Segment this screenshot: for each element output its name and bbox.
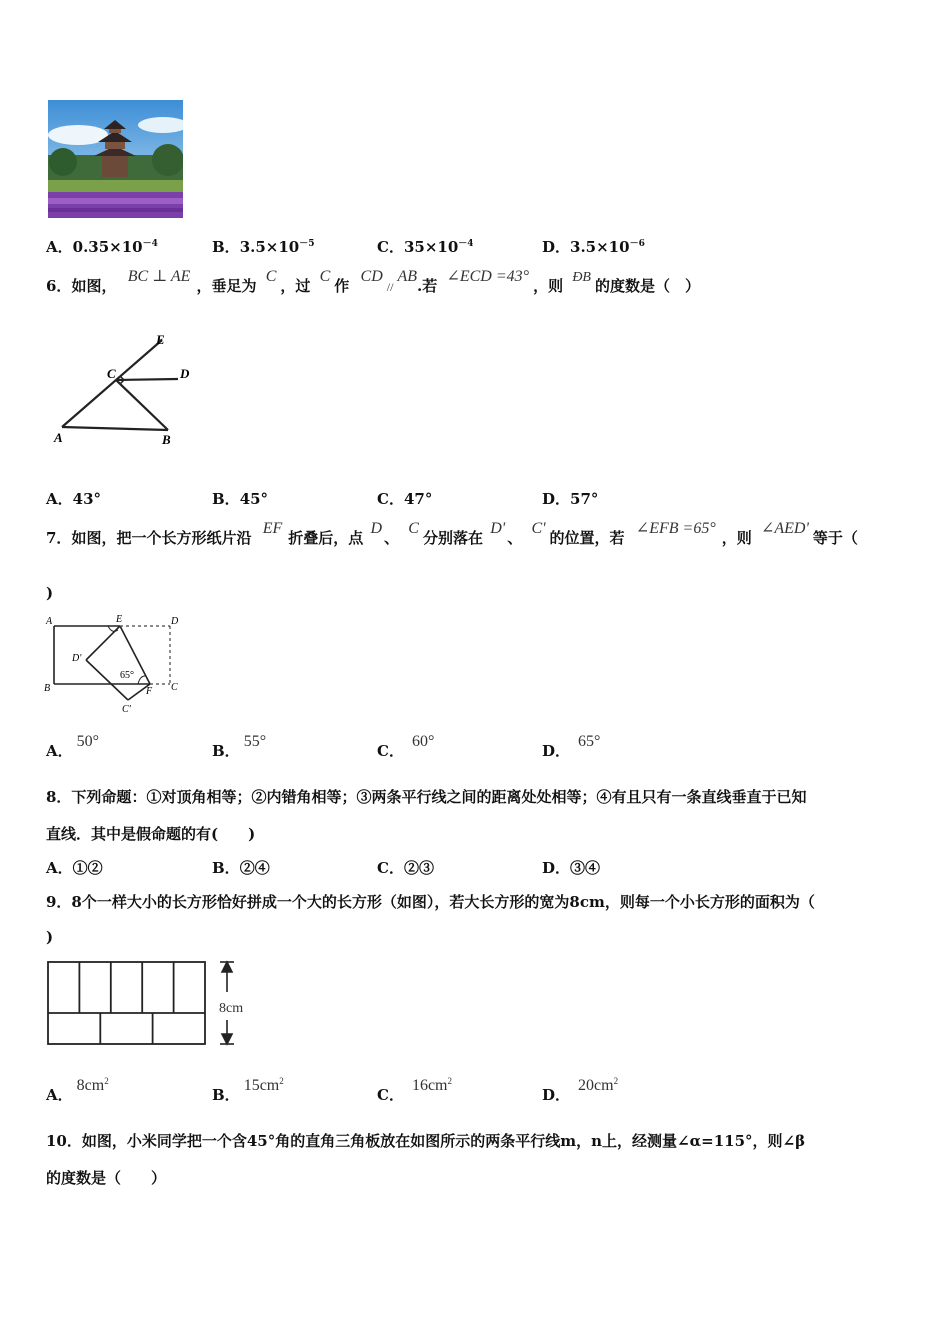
option-exponent: －4 xyxy=(458,239,474,249)
label-b: B xyxy=(162,432,171,447)
q8-option-d: D．③④ xyxy=(542,859,601,877)
q6-stem: 6．如图， BC ⊥ AE，垂足为 C，过 C作 CD//AB.若 ∠ECD =43°，则 ÐB 的度数是（ ） xyxy=(46,268,700,295)
label-c: C xyxy=(107,366,116,381)
label-b: B xyxy=(44,683,51,694)
q9-option-a: A．$8cm^2$ xyxy=(46,1076,109,1104)
label-c: C xyxy=(171,682,178,693)
label-d: D xyxy=(180,366,190,381)
q7-stem: 7．如图，把一个长方形纸片沿 EF折叠后，点 D、 C分别落在 D'、 C'的位置，若 ∠EFB =65°，则 ∠AED'等于（ xyxy=(46,520,858,547)
label-d-prime: D' xyxy=(72,653,82,664)
q6-option-d: D．57° xyxy=(542,490,599,508)
option-letter: B． xyxy=(212,238,240,256)
option-text: 3.5×10 xyxy=(239,238,300,256)
label-c-prime: C' xyxy=(122,704,131,715)
option-letter: A． xyxy=(46,238,73,256)
q9-rectangles-figure xyxy=(44,956,264,1052)
angle-label: 65° xyxy=(120,670,134,681)
q7-option-c: C．60° xyxy=(377,733,435,760)
q7-stem-line2: ) xyxy=(46,584,54,602)
q9-stem-line1: 9．8个一样大小的长方形恰好拼成一个大的长方形（如图），若大长方形的宽为8cm，则每一个小长方形的面积为（ xyxy=(46,893,815,911)
q7-option-b: B．55° xyxy=(212,733,267,760)
q5-option-d xyxy=(542,236,645,257)
option-exponent: －4 xyxy=(142,239,158,249)
q8-option-a: A．①② xyxy=(46,859,103,877)
q10-stem-line2: 的度数是（ ） xyxy=(46,1169,167,1187)
label-f: F xyxy=(146,686,153,697)
width-label: 8cm xyxy=(219,1001,244,1016)
q9-option-c: C．$16cm^2$ xyxy=(377,1076,452,1104)
q7-option-a: A．50° xyxy=(46,733,100,760)
q5-option-a xyxy=(46,236,158,257)
label-e: E xyxy=(156,332,165,347)
q8-stem-line2: 直线．其中是假命题的有( ) xyxy=(46,825,256,843)
option-letter: D． xyxy=(542,238,571,256)
q8-option-b: B．②④ xyxy=(212,859,270,877)
q8-option-c: C．②③ xyxy=(377,859,434,877)
option-exponent: －6 xyxy=(629,239,645,249)
q5-option-c xyxy=(377,236,474,257)
q9-option-b: B．$15cm^2$ xyxy=(212,1076,284,1104)
q7-fold-figure xyxy=(42,612,192,720)
label-a: A xyxy=(54,430,63,445)
label-a: A xyxy=(46,616,53,627)
option-text: 35×10 xyxy=(403,238,459,256)
q6-option-a: A．43° xyxy=(46,490,102,508)
option-text: 3.5×10 xyxy=(570,238,630,256)
q10-stem-line1: 10．如图，小米同学把一个含45°角的直角三角板放在如图所示的两条平行线m，n上，经测量∠α=115°，则∠β xyxy=(46,1132,806,1150)
label-e: E xyxy=(116,614,123,625)
label-d: D xyxy=(171,616,179,627)
q6-option-b: B．45° xyxy=(212,490,269,508)
option-text: 0.35×10 xyxy=(72,238,143,256)
q6-option-c: C．47° xyxy=(377,490,433,508)
math-bc-perp-ae: BC ⊥ AE xyxy=(127,268,191,285)
pavilion-photo xyxy=(48,100,183,218)
q7-option-d: D．65° xyxy=(542,733,601,760)
q9-option-d: D．$20cm^2$ xyxy=(542,1076,619,1104)
option-letter: C． xyxy=(377,238,404,256)
q6-triangle-figure xyxy=(50,322,210,452)
q5-option-b xyxy=(212,236,315,257)
q9-stem-line2: ) xyxy=(46,928,54,946)
option-exponent: －5 xyxy=(299,239,315,249)
q8-stem-line1: 8．下列命题：①对顶角相等；②内错角相等；③两条平行线之间的距离处处相等；④有且只有一条直线垂直于已知 xyxy=(46,788,807,806)
